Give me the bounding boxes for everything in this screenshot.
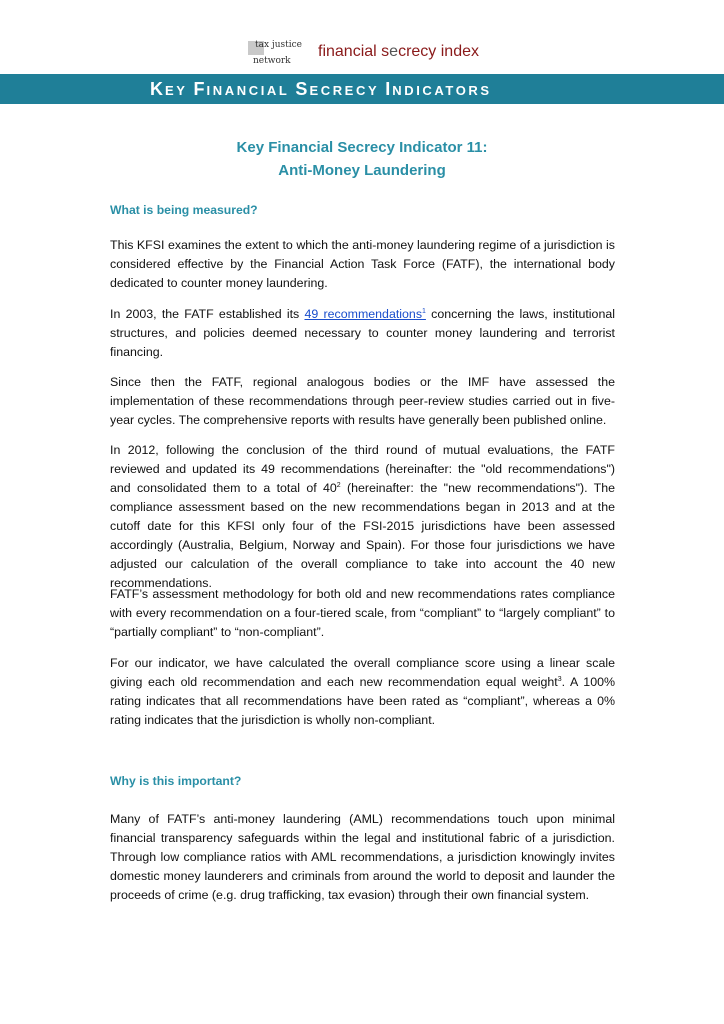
paragraph-1: [110, 236, 615, 293]
brand-part: e: [389, 43, 399, 60]
band-initial: I: [385, 78, 393, 99]
brand-part: crecy index: [398, 43, 479, 60]
footnote-ref: 2: [336, 481, 341, 489]
band-initial: S: [295, 78, 310, 99]
section-heading-important: Why is this important?: [110, 774, 242, 788]
paragraph-text: [110, 654, 615, 730]
band-word: NDICATORS: [392, 82, 492, 98]
text-run: (hereinafter: the "new recommendations"). The compliance assessment based on the new recommendations began in 2013 and at the cutoff date for this KFSI only four of the FSI-2015 jurisdictions have been assessed accordingly (Australia, Belgium, Norway and Spain). For those four jurisdictions we have adjusted our calculation of the overall compliance to take into account the 40 new recommendations.: [110, 481, 616, 590]
paragraph-5: [110, 585, 615, 642]
text-run: For our indicator, we have calculated the overall compliance score using a linear scale giving each old recommendation and each new recommendation equal weight: [110, 656, 615, 689]
title-line2: Anti-Money Laundering: [278, 162, 446, 179]
paragraph-text: [110, 441, 615, 593]
text-run: In 2003, the FATF established its: [110, 307, 305, 321]
paragraph-text: This KFSI examines the extent to which the anti-money laundering regime of a jurisdiction is considered effective by the Financial Action Task Force (FATF), the international body dedicated to counter money laundering.: [110, 238, 615, 290]
section-heading-measured: What is being measured?: [110, 203, 258, 217]
logo-text-line1: tax justice: [255, 40, 302, 50]
band-word: EY: [165, 82, 194, 98]
paragraph-4: [110, 441, 615, 593]
band-word: INANCIAL: [206, 82, 296, 98]
text-run: . A 100% rating indicates that all recommendations have been rated as “compliant”, whereas a 0% rating indicates that the jurisdiction is wholly non-compliant.: [110, 675, 615, 727]
band-title: [150, 79, 492, 100]
text-run: In 2012, following the conclusion of the third round of mutual evaluations, the FATF reviewed and updated its 49 recommendations (hereinafter: the "old recommendations") and consolidated them to a total of 40: [110, 443, 615, 495]
footnote-ref: 1: [422, 307, 426, 315]
brand-part: financial s: [318, 43, 390, 60]
document-title: [0, 136, 724, 182]
title-line1: Key Financial Secrecy Indicator 11:: [236, 139, 488, 156]
paragraph-2: [110, 305, 615, 362]
paragraph-3: [110, 373, 615, 430]
paragraph-text: Many of FATF’s anti-money laundering (AML) recommendations touch upon minimal financial transparency safeguards within the legal and institutional fabric of a jurisdiction. Through low compliance ratios with AML recommendations, a jurisdiction knowingly invites domestic money launderers and criminals from around the world to deposit and launder the proceeds of crime (e.g. drug trafficking, tax evasion) through their own financial system.: [110, 812, 615, 902]
financial-secrecy-index-brand: [318, 43, 479, 61]
header-logos: [242, 36, 479, 68]
band-initial: K: [150, 78, 165, 99]
paragraph-text: Since then the FATF, regional analogous bodies or the IMF have assessed the implementation of these recommendations through peer-review studies carried out in five-year cycles. The comprehensive reports with results have generally been published online.: [110, 375, 615, 427]
tax-justice-network-logo: [242, 37, 306, 67]
paragraph-6: [110, 654, 615, 730]
section-band: [0, 74, 724, 104]
paragraph-text: FATF’s assessment methodology for both old and new recommendations rates compliance with every recommendation on a four-tiered scale, from “compliant” to “largely compliant” to “partially compliant” to “non-compliant”.: [110, 587, 615, 639]
logo-text-line2: network: [253, 56, 291, 66]
text-run: concerning the laws, institutional structures, and policies deemed necessary to counter money laundering and terrorist financing.: [110, 307, 615, 359]
band-initial: F: [193, 78, 207, 99]
paragraph-text: [110, 305, 615, 362]
recommendations-link[interactable]: [305, 307, 426, 321]
band-word: ECRECY: [309, 82, 386, 98]
footnote-ref: 3: [557, 675, 562, 683]
paragraph-7: [110, 810, 615, 905]
link-label: 49 recommendations: [304, 307, 423, 321]
